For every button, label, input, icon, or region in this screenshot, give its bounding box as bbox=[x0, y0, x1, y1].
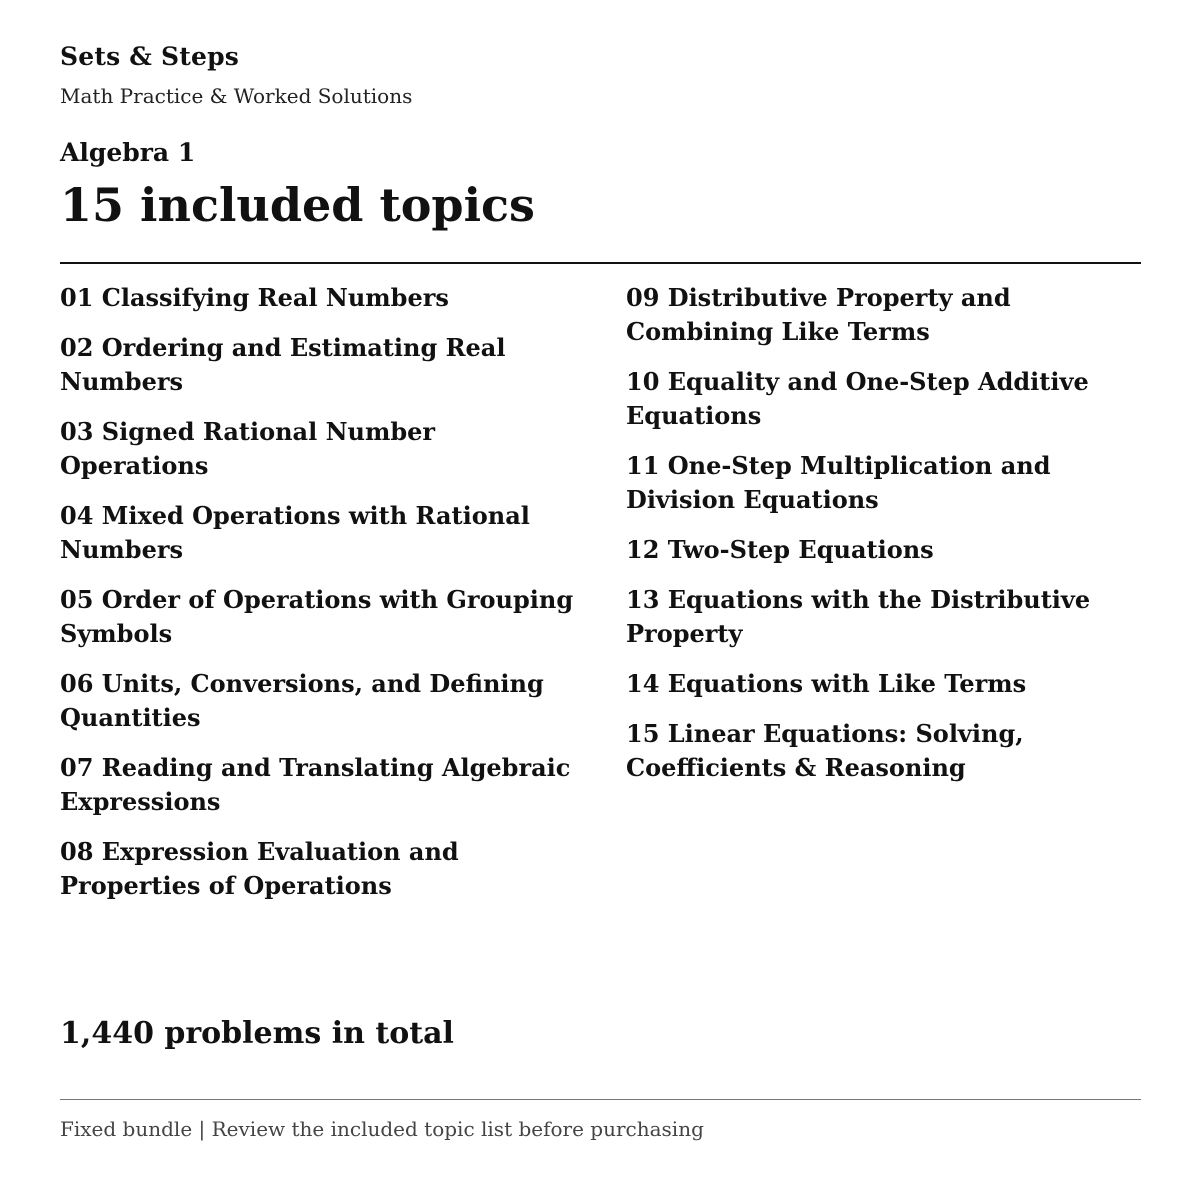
topic-item: 08 Expression Evaluation and Properties of Operations bbox=[60, 837, 459, 900]
total-problems: 1,440 problems in total bbox=[60, 1016, 454, 1051]
topic-item: 14 Equations with Like Terms bbox=[626, 669, 1027, 698]
topic-item: 03 Signed Rational Number Operations bbox=[60, 417, 436, 480]
topics-heading: 15 included topics bbox=[60, 178, 535, 232]
brand-subtitle: Math Practice & Worked Solutions bbox=[60, 84, 413, 108]
course-name: Algebra 1 bbox=[60, 138, 196, 167]
topic-item: 04 Mixed Operations with Rational Numbers bbox=[60, 501, 530, 564]
topic-list-right bbox=[626, 281, 1146, 801]
topic-item: 10 Equality and One-Step Additive Equations bbox=[626, 367, 1089, 430]
topic-item: 06 Units, Conversions, and Defining Quantities bbox=[60, 669, 544, 732]
topic-item: 01 Classifying Real Numbers bbox=[60, 283, 449, 312]
topic-item: 09 Distributive Property and Combining Like Terms bbox=[626, 283, 1011, 346]
topic-item: 11 One-Step Multiplication and Division Equations bbox=[626, 451, 1051, 514]
footer-divider bbox=[60, 1099, 1141, 1100]
topic-item: 07 Reading and Translating Algebraic Expressions bbox=[60, 753, 571, 816]
product-sheet bbox=[60, 0, 1141, 1200]
brand-title: Sets & Steps bbox=[60, 42, 240, 71]
topic-item: 02 Ordering and Estimating Real Numbers bbox=[60, 333, 506, 396]
footer-note: Fixed bundle | Review the included topic list before purchasing bbox=[60, 1117, 704, 1141]
topic-item: 05 Order of Operations with Grouping Symbols bbox=[60, 585, 574, 648]
topic-item: 12 Two-Step Equations bbox=[626, 535, 934, 564]
topic-list-left bbox=[60, 281, 580, 919]
topic-item: 15 Linear Equations: Solving, Coefficients & Reasoning bbox=[626, 719, 1024, 782]
topic-item: 13 Equations with the Distributive Property bbox=[626, 585, 1091, 648]
header-divider bbox=[60, 262, 1141, 264]
